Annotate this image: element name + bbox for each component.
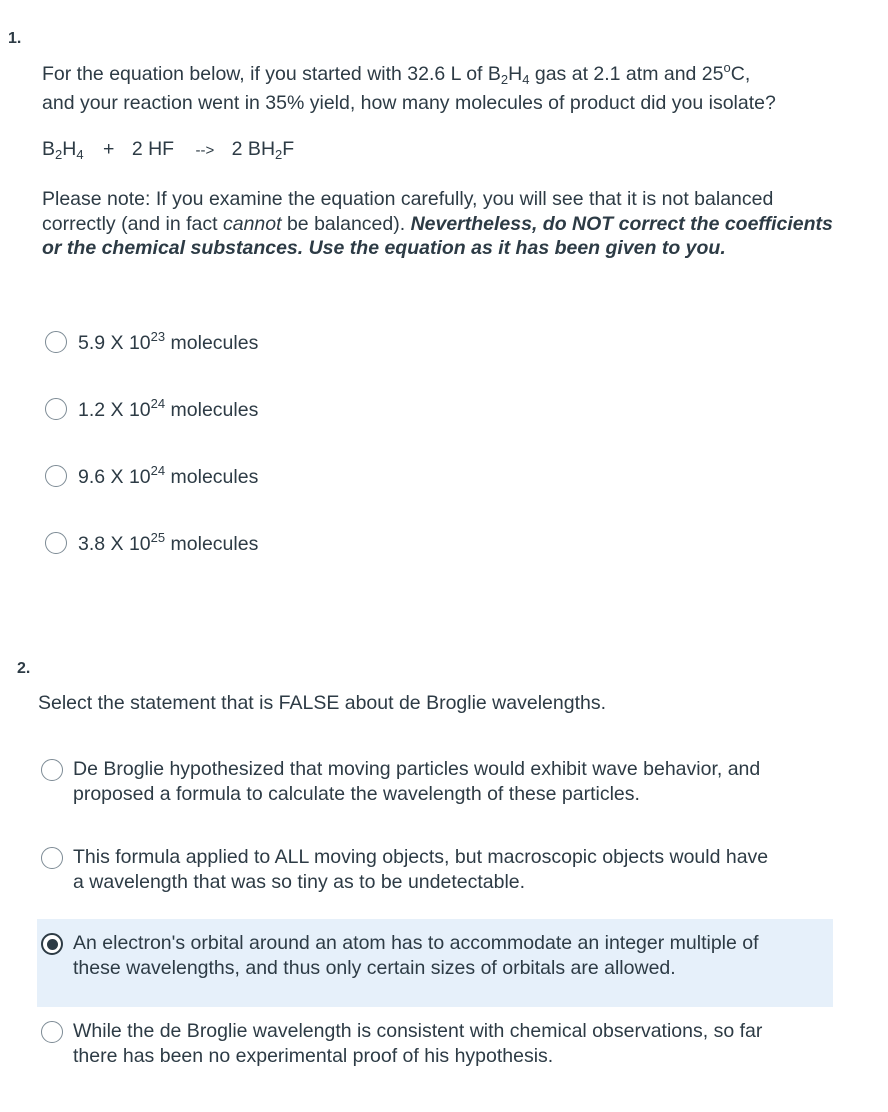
- option-label: 5.9 X $10^{23}$ molecules: [78, 329, 259, 354]
- q2-option-d[interactable]: [41, 1019, 762, 1069]
- radio-button[interactable]: [45, 331, 67, 353]
- option-label: De Broglie hypothesized that moving particles would exhibit wave behavior, and proposed a formula to calculate the wavelength of these particles.: [73, 758, 761, 805]
- question-1-text: For the equation below, if you started with 32.6 L of $B_2H_4$ gas at 2.1 atm and 25$^o$C, and your reaction went in 35% yield, how many molecules of product did you isolate?: [42, 60, 776, 114]
- radio-button[interactable]: [41, 1021, 63, 1043]
- balance-note: Please note: If you examine the equation carefully, you will see that it is not balanced correctly (and in fact cannot be balanced). Nevertheless, do NOT correct the coefficients or the chemical substances. Use the equation as it has been given to you.: [42, 188, 833, 259]
- option-label: An electron's orbital around an atom has to accommodate an integer multiple of these wavelengths, and thus only certain sizes of orbitals are allowed.: [73, 932, 759, 979]
- q1-option-d[interactable]: [45, 532, 258, 557]
- q2-option-a[interactable]: [41, 757, 760, 807]
- chemical-equation: $B_2H_4 + 2$ HF --> 2 $BH_2F$: [42, 138, 295, 162]
- radio-button[interactable]: [41, 847, 63, 869]
- q2-option-b[interactable]: [41, 845, 768, 895]
- q1-option-a[interactable]: [45, 331, 258, 356]
- q1-option-b[interactable]: [45, 398, 258, 423]
- radio-button[interactable]: [45, 465, 67, 487]
- radio-button-selected[interactable]: [41, 933, 63, 955]
- option-label: 3.8 X $10^{25}$ molecules: [78, 530, 259, 555]
- option-label: While the de Broglie wavelength is consistent with chemical observations, so far there has been no experimental proof of his hypothesis.: [73, 1020, 763, 1067]
- option-label: 1.2 X $10^{24}$ molecules: [78, 396, 259, 421]
- question-1-number: 1.: [8, 30, 22, 47]
- q2-option-c[interactable]: [41, 931, 759, 981]
- question-2-text: Select the statement that is FALSE about de Broglie wavelengths.: [38, 692, 607, 714]
- question-2-number: 2.: [17, 660, 31, 677]
- option-label: 9.6 X $10^{24}$ molecules: [78, 463, 259, 488]
- q1-option-c[interactable]: [45, 465, 258, 490]
- radio-button[interactable]: [45, 532, 67, 554]
- radio-button[interactable]: [45, 398, 67, 420]
- radio-button[interactable]: [41, 759, 63, 781]
- option-label: This formula applied to ALL moving objects, but macroscopic objects would have a wavelength that was so tiny as to be undetectable.: [73, 846, 769, 893]
